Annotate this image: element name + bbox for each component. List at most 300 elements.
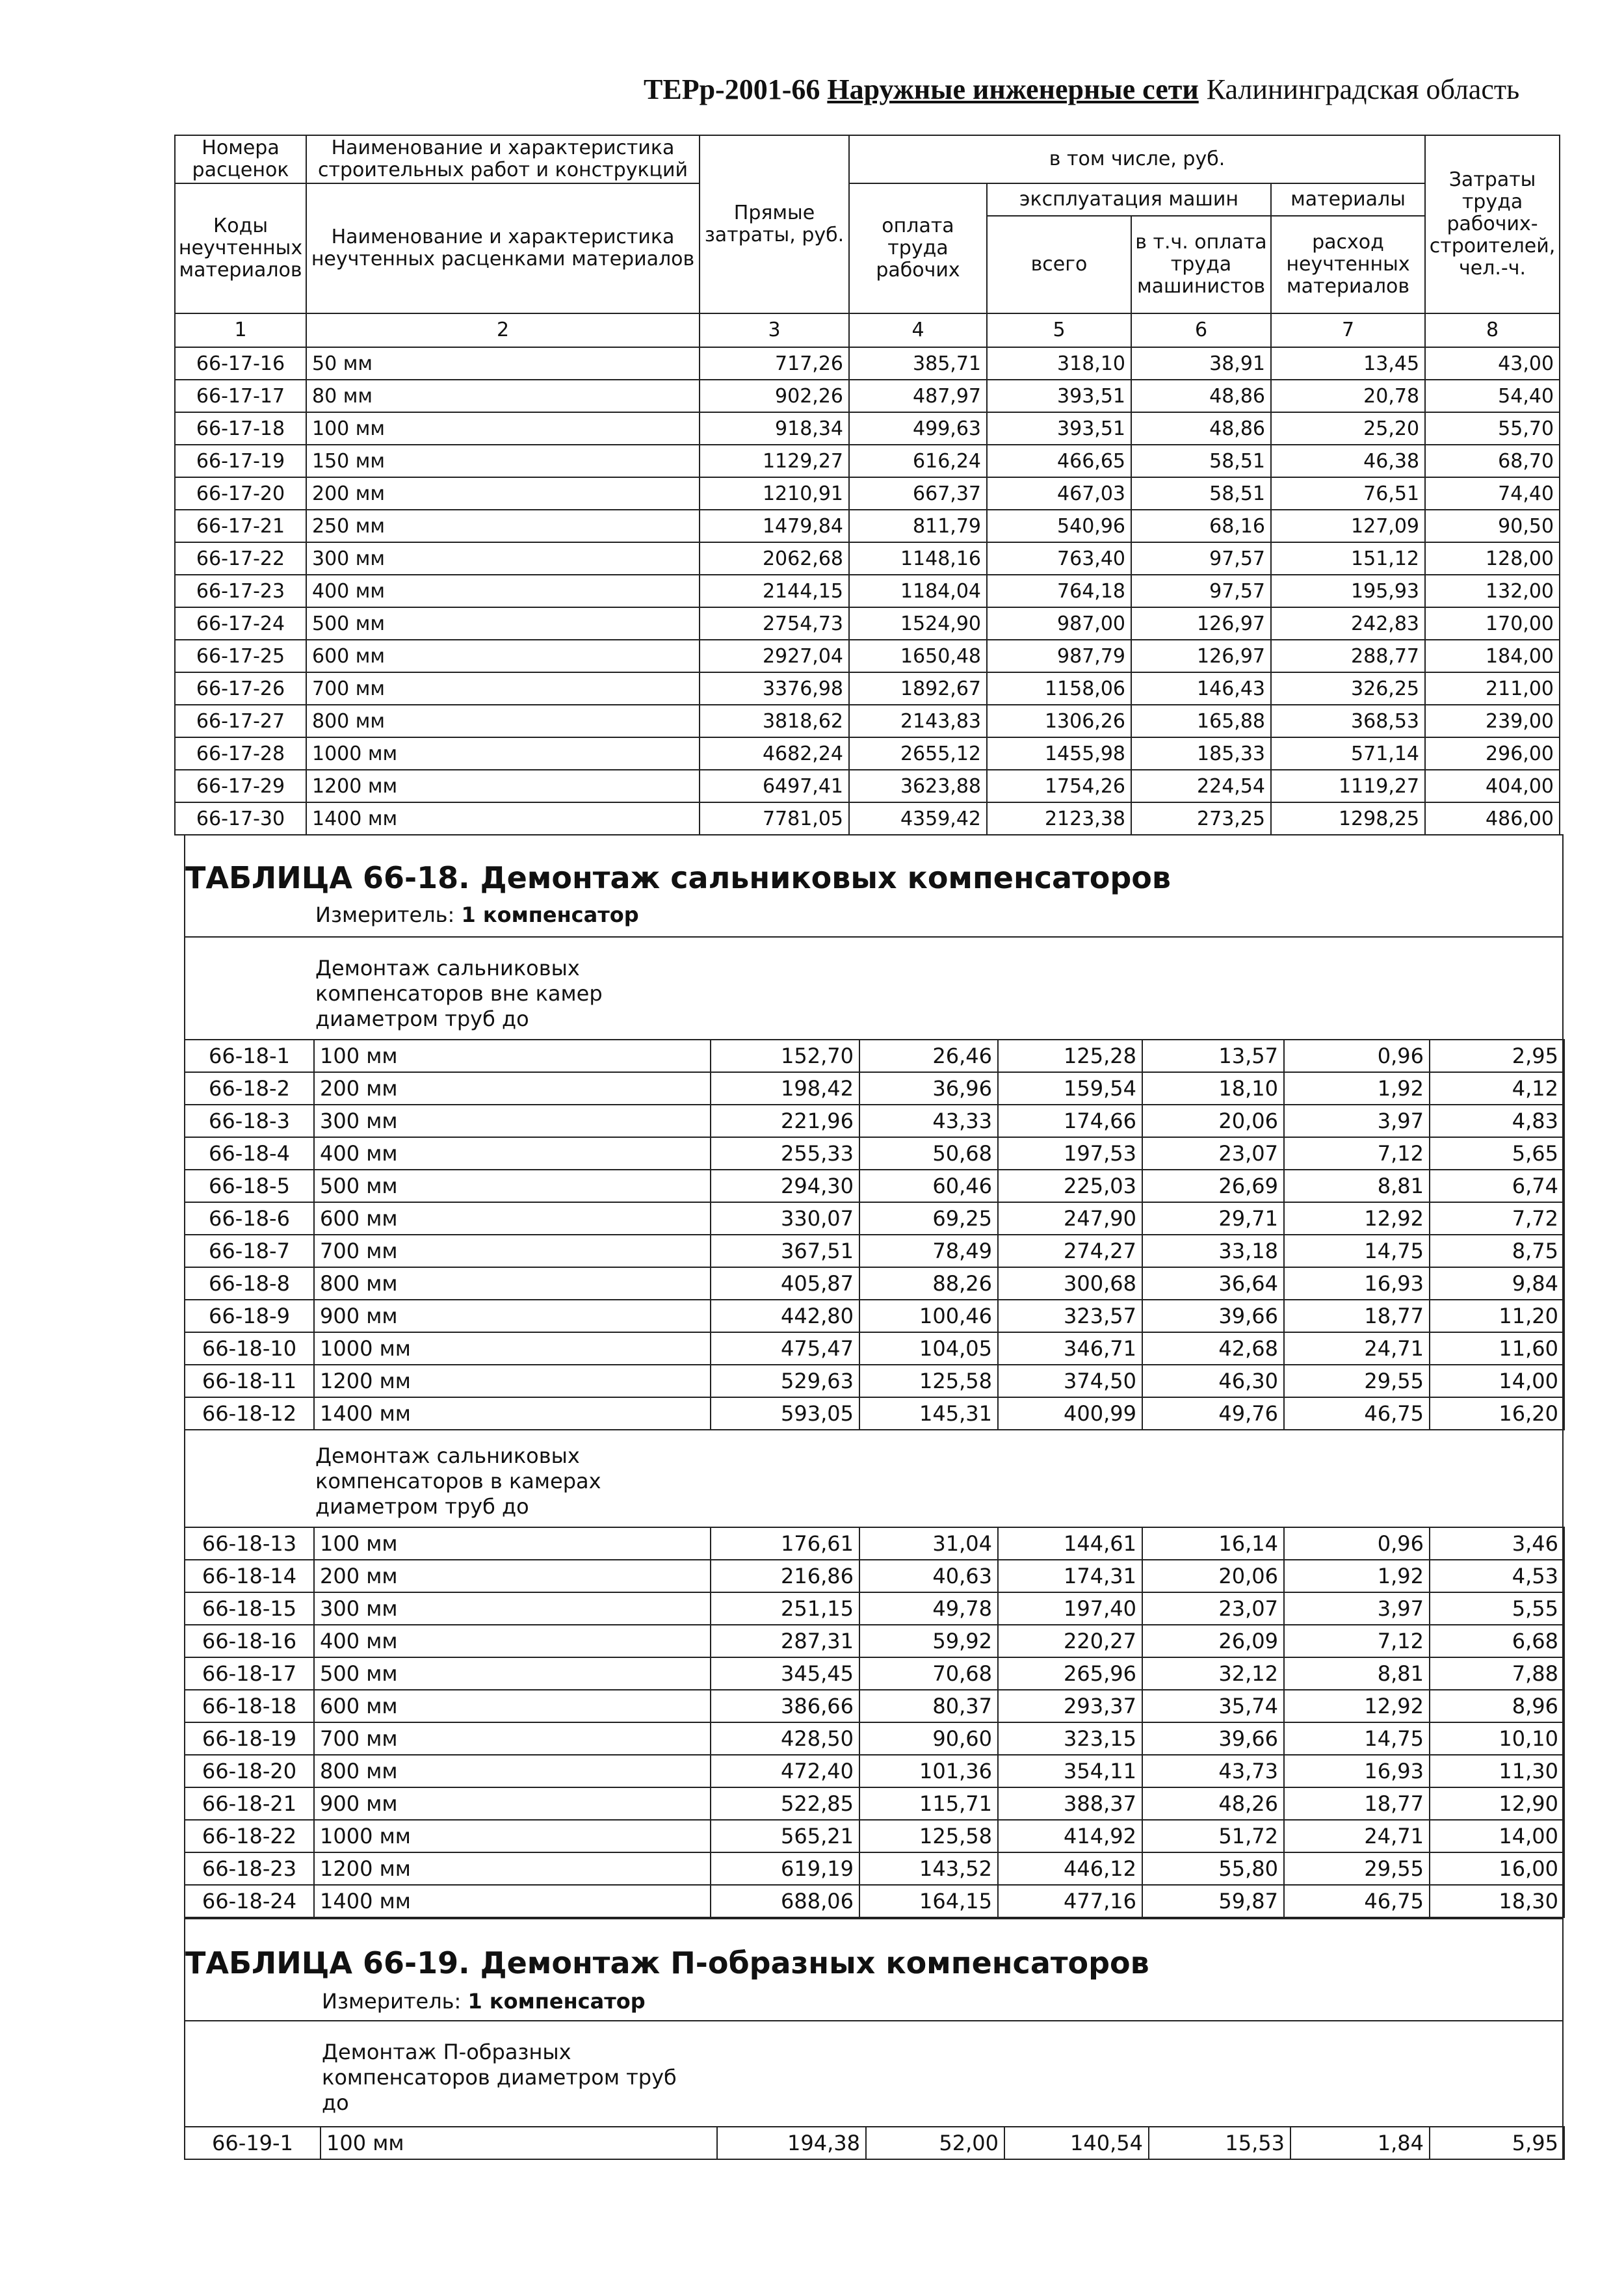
rate-name: 900 мм — [314, 1787, 711, 1820]
rate-name: 1200 мм — [314, 1365, 711, 1397]
rate-value: 4682,24 — [700, 737, 849, 770]
rate-value: 36,96 — [859, 1072, 998, 1105]
rate-value: 6,68 — [1430, 1625, 1564, 1657]
rate-value: 216,86 — [711, 1560, 859, 1592]
rate-code: 66-18-24 — [185, 1885, 314, 1917]
rate-value: 247,90 — [998, 1202, 1142, 1235]
rate-value: 388,37 — [998, 1787, 1142, 1820]
rate-value: 571,14 — [1271, 737, 1425, 770]
rate-value: 0,96 — [1284, 1527, 1430, 1560]
rate-value: 8,81 — [1284, 1170, 1430, 1202]
rate-code: 66-18-20 — [185, 1755, 314, 1787]
rate-name: 700 мм — [314, 1235, 711, 1267]
rate-code: 66-17-27 — [175, 705, 306, 737]
rate-value: 126,97 — [1131, 640, 1271, 672]
rate-value: 35,74 — [1142, 1690, 1284, 1722]
rate-value: 18,30 — [1430, 1885, 1564, 1917]
column-number: 8 — [1425, 313, 1560, 347]
rate-value: 294,30 — [711, 1170, 859, 1202]
rate-name: 900 мм — [314, 1300, 711, 1332]
rate-name: 250 мм — [306, 510, 700, 542]
measure-value: 1 компенсатор — [461, 902, 639, 927]
table-66-19-title: ТАБЛИЦА 66-19. Демонтаж П-образных компенсаторов — [185, 1945, 1149, 1980]
rate-value: 170,00 — [1425, 607, 1560, 640]
rate-value: 2144,15 — [700, 575, 849, 607]
rate-value: 1455,98 — [987, 737, 1131, 770]
rate-value: 42,68 — [1142, 1332, 1284, 1365]
rate-value: 52,00 — [866, 2127, 1004, 2159]
table-row — [185, 1787, 1564, 1820]
rate-value: 346,71 — [998, 1332, 1142, 1365]
rate-value: 194,38 — [717, 2127, 866, 2159]
rate-code: 66-18-18 — [185, 1690, 314, 1722]
header-including: в том числе, руб. — [849, 135, 1425, 183]
rate-value: 1892,67 — [849, 672, 987, 705]
rate-value: 667,37 — [849, 477, 987, 510]
rate-value: 20,06 — [1142, 1105, 1284, 1137]
table-row — [185, 1072, 1564, 1105]
rate-value: 26,09 — [1142, 1625, 1284, 1657]
table-row — [175, 640, 1560, 672]
rate-code: 66-18-21 — [185, 1787, 314, 1820]
rate-value: 185,33 — [1131, 737, 1271, 770]
rate-code: 66-17-18 — [175, 412, 306, 445]
table-row — [175, 737, 1560, 770]
rate-value: 616,24 — [849, 445, 987, 477]
rate-value: 717,26 — [700, 347, 849, 380]
rate-value: 159,54 — [998, 1072, 1142, 1105]
rate-value: 2,95 — [1430, 1040, 1564, 1072]
rate-value: 477,16 — [998, 1885, 1142, 1917]
rate-value: 151,12 — [1271, 542, 1425, 575]
rate-value: 16,93 — [1284, 1755, 1430, 1787]
rate-name: 800 мм — [306, 705, 700, 737]
rate-value: 125,58 — [859, 1820, 998, 1852]
rate-code: 66-17-28 — [175, 737, 306, 770]
rate-value: 125,58 — [859, 1365, 998, 1397]
rate-value: 43,33 — [859, 1105, 998, 1137]
table-row — [175, 672, 1560, 705]
rate-value: 46,75 — [1284, 1397, 1430, 1430]
rate-value: 1298,25 — [1271, 802, 1425, 835]
rate-value: 3,97 — [1284, 1592, 1430, 1625]
rate-value: 4,12 — [1430, 1072, 1564, 1105]
rate-value: 36,64 — [1142, 1267, 1284, 1300]
rate-value: 58,51 — [1131, 445, 1271, 477]
rate-code: 66-17-30 — [175, 802, 306, 835]
rate-value: 4,83 — [1430, 1105, 1564, 1137]
rate-code: 66-17-21 — [175, 510, 306, 542]
rate-value: 184,00 — [1425, 640, 1560, 672]
rate-code: 66-18-10 — [185, 1332, 314, 1365]
table-66-18-part-2 — [184, 1527, 1565, 1918]
rate-value: 16,00 — [1430, 1852, 1564, 1885]
table-row — [185, 2127, 1564, 2159]
rate-value: 145,31 — [859, 1397, 998, 1430]
rate-value: 1129,27 — [700, 445, 849, 477]
rate-code: 66-17-26 — [175, 672, 306, 705]
rate-value: 3376,98 — [700, 672, 849, 705]
rate-value: 466,65 — [987, 445, 1131, 477]
measure-label: Измеритель: — [322, 1989, 462, 2014]
rate-code: 66-18-4 — [185, 1137, 314, 1170]
rate-value: 29,55 — [1284, 1365, 1430, 1397]
rate-value: 5,55 — [1430, 1592, 1564, 1625]
rate-value: 467,03 — [987, 477, 1131, 510]
rate-name: 1200 мм — [314, 1852, 711, 1885]
header-material-names: Наименование и характеристика неучтенных расценками материалов — [306, 183, 700, 313]
rate-value: 2143,83 — [849, 705, 987, 737]
rate-value: 101,36 — [859, 1755, 998, 1787]
rate-value: 1,92 — [1284, 1560, 1430, 1592]
table-row — [185, 1690, 1564, 1722]
rate-value: 80,37 — [859, 1690, 998, 1722]
rate-value: 55,70 — [1425, 412, 1560, 445]
rate-value: 46,30 — [1142, 1365, 1284, 1397]
table-row — [175, 412, 1560, 445]
rate-value: 59,92 — [859, 1625, 998, 1657]
rate-value: 125,28 — [998, 1040, 1142, 1072]
rate-value: 987,00 — [987, 607, 1131, 640]
rate-name: 500 мм — [314, 1170, 711, 1202]
rate-value: 58,51 — [1131, 477, 1271, 510]
column-number: 6 — [1131, 313, 1271, 347]
rate-value: 16,93 — [1284, 1267, 1430, 1300]
rate-value: 90,60 — [859, 1722, 998, 1755]
rate-value: 97,57 — [1131, 575, 1271, 607]
rate-value: 26,69 — [1142, 1170, 1284, 1202]
table-body — [185, 1527, 1564, 1917]
rate-value: 239,00 — [1425, 705, 1560, 737]
rate-value: 265,96 — [998, 1657, 1142, 1690]
rate-value: 1184,04 — [849, 575, 987, 607]
rate-value: 688,06 — [711, 1885, 859, 1917]
rate-name: 800 мм — [314, 1267, 711, 1300]
rate-value: 499,63 — [849, 412, 987, 445]
rate-value: 146,43 — [1131, 672, 1271, 705]
rate-value: 100,46 — [859, 1300, 998, 1332]
rate-value: 287,31 — [711, 1625, 859, 1657]
rate-value: 49,78 — [859, 1592, 998, 1625]
column-number: 3 — [700, 313, 849, 347]
rate-value: 1479,84 — [700, 510, 849, 542]
table-66-17 — [174, 135, 1560, 835]
rate-value: 12,90 — [1430, 1787, 1564, 1820]
rate-name: 600 мм — [314, 1202, 711, 1235]
rate-code: 66-18-5 — [185, 1170, 314, 1202]
rate-value: 49,76 — [1142, 1397, 1284, 1430]
rate-value: 7,12 — [1284, 1625, 1430, 1657]
table-row — [185, 1397, 1564, 1430]
header-machines: эксплуатация машин — [987, 183, 1271, 216]
rate-value: 619,19 — [711, 1852, 859, 1885]
table-row — [175, 347, 1560, 380]
group-title: Демонтаж сальниковых компенсаторов в камерах диаметром труб до — [315, 1443, 601, 1519]
rate-value: 2754,73 — [700, 607, 849, 640]
rate-value: 39,66 — [1142, 1722, 1284, 1755]
rate-value: 6,74 — [1430, 1170, 1564, 1202]
rate-value: 3,97 — [1284, 1105, 1430, 1137]
rate-value: 7,12 — [1284, 1137, 1430, 1170]
group-title: Демонтаж П-образных компенсаторов диаметром труб до — [322, 2040, 677, 2115]
rate-value: 211,00 — [1425, 672, 1560, 705]
rate-value: 475,47 — [711, 1332, 859, 1365]
table-row — [185, 1332, 1564, 1365]
rate-value: 293,37 — [998, 1690, 1142, 1722]
table-row — [185, 1852, 1564, 1885]
rate-value: 46,75 — [1284, 1885, 1430, 1917]
table-row — [185, 1625, 1564, 1657]
rate-value: 78,49 — [859, 1235, 998, 1267]
rate-value: 2123,38 — [987, 802, 1131, 835]
rate-value: 374,50 — [998, 1365, 1142, 1397]
rate-value: 48,26 — [1142, 1787, 1284, 1820]
rate-value: 400,99 — [998, 1397, 1142, 1430]
rate-value: 224,54 — [1131, 770, 1271, 802]
rate-value: 70,68 — [859, 1657, 998, 1690]
rate-value: 326,25 — [1271, 672, 1425, 705]
rate-value: 11,60 — [1430, 1332, 1564, 1365]
rate-value: 11,20 — [1430, 1300, 1564, 1332]
rate-value: 9,84 — [1430, 1267, 1564, 1300]
table-row — [185, 1105, 1564, 1137]
rate-code: 66-17-24 — [175, 607, 306, 640]
column-number: 4 — [849, 313, 987, 347]
rate-value: 811,79 — [849, 510, 987, 542]
rate-value: 354,11 — [998, 1755, 1142, 1787]
rate-name: 150 мм — [306, 445, 700, 477]
rate-value: 2655,12 — [849, 737, 987, 770]
rate-name: 1000 мм — [306, 737, 700, 770]
rate-value: 3,46 — [1430, 1527, 1564, 1560]
rate-value: 565,21 — [711, 1820, 859, 1852]
rate-value: 2062,68 — [700, 542, 849, 575]
rate-code: 66-17-17 — [175, 380, 306, 412]
rate-value: 323,57 — [998, 1300, 1142, 1332]
rate-value: 14,75 — [1284, 1235, 1430, 1267]
rate-code: 66-18-8 — [185, 1267, 314, 1300]
rate-value: 1,84 — [1290, 2127, 1430, 2159]
table-row — [185, 1722, 1564, 1755]
rate-name: 100 мм — [314, 1040, 711, 1072]
table-row — [185, 1755, 1564, 1787]
rate-code: 66-18-1 — [185, 1040, 314, 1072]
rate-value: 69,25 — [859, 1202, 998, 1235]
table-body — [185, 1040, 1564, 1430]
rate-value: 251,15 — [711, 1592, 859, 1625]
rate-value: 14,00 — [1430, 1365, 1564, 1397]
rate-name: 1200 мм — [306, 770, 700, 802]
rate-value: 12,92 — [1284, 1202, 1430, 1235]
rate-name: 200 мм — [314, 1560, 711, 1592]
rate-value: 221,96 — [711, 1105, 859, 1137]
rate-name: 200 мм — [306, 477, 700, 510]
header-machines-total: всего — [987, 216, 1131, 313]
rate-value: 90,50 — [1425, 510, 1560, 542]
column-number: 2 — [306, 313, 700, 347]
rate-value: 38,91 — [1131, 347, 1271, 380]
rate-value: 393,51 — [987, 412, 1131, 445]
rate-value: 4359,42 — [849, 802, 987, 835]
rate-code: 66-18-11 — [185, 1365, 314, 1397]
rate-value: 127,09 — [1271, 510, 1425, 542]
table-row — [185, 1365, 1564, 1397]
rate-value: 220,27 — [998, 1625, 1142, 1657]
table-row — [185, 1137, 1564, 1170]
rate-value: 522,85 — [711, 1787, 859, 1820]
section-66-19 — [184, 1918, 1564, 2160]
header-rate-numbers: Номера расценок — [175, 135, 306, 183]
doc-region: Калининградская область — [1206, 73, 1520, 105]
rate-value: 143,52 — [859, 1852, 998, 1885]
rate-name: 500 мм — [314, 1657, 711, 1690]
rate-name: 600 мм — [306, 640, 700, 672]
rate-value: 13,57 — [1142, 1040, 1284, 1072]
rate-value: 50,68 — [859, 1137, 998, 1170]
rate-name: 1000 мм — [314, 1332, 711, 1365]
rate-name: 200 мм — [314, 1072, 711, 1105]
rate-value: 5,95 — [1430, 2127, 1564, 2159]
rate-value: 8,81 — [1284, 1657, 1430, 1690]
rate-value: 20,78 — [1271, 380, 1425, 412]
rate-value: 25,20 — [1271, 412, 1425, 445]
table-row — [175, 607, 1560, 640]
rate-value: 487,97 — [849, 380, 987, 412]
rate-code: 66-18-14 — [185, 1560, 314, 1592]
rate-value: 54,40 — [1425, 380, 1560, 412]
rate-value: 3623,88 — [849, 770, 987, 802]
table-row — [175, 575, 1560, 607]
rate-name: 1400 мм — [314, 1885, 711, 1917]
rate-name: 600 мм — [314, 1690, 711, 1722]
rate-value: 2927,04 — [700, 640, 849, 672]
rate-value: 1650,48 — [849, 640, 987, 672]
rate-name: 700 мм — [306, 672, 700, 705]
rate-value: 446,12 — [998, 1852, 1142, 1885]
rate-code: 66-18-6 — [185, 1202, 314, 1235]
rate-name: 300 мм — [314, 1592, 711, 1625]
rate-value: 11,30 — [1430, 1755, 1564, 1787]
rate-value: 29,71 — [1142, 1202, 1284, 1235]
rate-value: 55,80 — [1142, 1852, 1284, 1885]
rate-code: 66-18-9 — [185, 1300, 314, 1332]
rate-name: 100 мм — [321, 2127, 717, 2159]
rate-value: 33,18 — [1142, 1235, 1284, 1267]
rate-value: 242,83 — [1271, 607, 1425, 640]
rate-value: 40,63 — [859, 1560, 998, 1592]
rate-value: 15,53 — [1149, 2127, 1290, 2159]
rate-value: 13,45 — [1271, 347, 1425, 380]
rate-code: 66-18-12 — [185, 1397, 314, 1430]
rate-value: 176,61 — [711, 1527, 859, 1560]
rate-name: 80 мм — [306, 380, 700, 412]
rate-value: 7,88 — [1430, 1657, 1564, 1690]
rate-code: 66-17-25 — [175, 640, 306, 672]
rate-name: 300 мм — [314, 1105, 711, 1137]
rate-value: 43,73 — [1142, 1755, 1284, 1787]
rate-value: 255,33 — [711, 1137, 859, 1170]
header-material-codes: Коды неучтенных материалов — [175, 183, 306, 313]
table-body — [175, 347, 1560, 835]
rate-value: 593,05 — [711, 1397, 859, 1430]
rate-value: 323,15 — [998, 1722, 1142, 1755]
table-row — [175, 705, 1560, 737]
rate-value: 764,18 — [987, 575, 1131, 607]
rate-code: 66-17-22 — [175, 542, 306, 575]
rate-value: 24,71 — [1284, 1332, 1430, 1365]
rate-value: 164,15 — [859, 1885, 998, 1917]
rate-code: 66-17-20 — [175, 477, 306, 510]
rate-value: 288,77 — [1271, 640, 1425, 672]
rate-value: 393,51 — [987, 380, 1131, 412]
rate-code: 66-17-29 — [175, 770, 306, 802]
rate-value: 404,00 — [1425, 770, 1560, 802]
rate-value: 6497,41 — [700, 770, 849, 802]
rate-value: 60,46 — [859, 1170, 998, 1202]
rate-value: 32,12 — [1142, 1657, 1284, 1690]
rate-value: 486,00 — [1425, 802, 1560, 835]
rate-value: 7781,05 — [700, 802, 849, 835]
table-row — [185, 1300, 1564, 1332]
rate-value: 296,00 — [1425, 737, 1560, 770]
rate-name: 100 мм — [306, 412, 700, 445]
rate-value: 1,92 — [1284, 1072, 1430, 1105]
rate-value: 23,07 — [1142, 1137, 1284, 1170]
rate-value: 0,96 — [1284, 1040, 1430, 1072]
rate-value: 405,87 — [711, 1267, 859, 1300]
rate-name: 1400 мм — [314, 1397, 711, 1430]
table-row — [185, 1202, 1564, 1235]
rate-value: 3818,62 — [700, 705, 849, 737]
rate-value: 97,57 — [1131, 542, 1271, 575]
rate-code: 66-18-15 — [185, 1592, 314, 1625]
rate-value: 68,16 — [1131, 510, 1271, 542]
rate-value: 165,88 — [1131, 705, 1271, 737]
rate-value: 51,72 — [1142, 1820, 1284, 1852]
rate-value: 128,00 — [1425, 542, 1560, 575]
rate-name: 100 мм — [314, 1527, 711, 1560]
rate-value: 1306,26 — [987, 705, 1131, 737]
table-66-18-part-1 — [184, 1039, 1565, 1430]
rate-value: 529,63 — [711, 1365, 859, 1397]
doc-code: ТЕРр-2001-66 — [644, 73, 820, 105]
rate-value: 24,71 — [1284, 1820, 1430, 1852]
header-labor-costs: Затраты труда рабочих-строителей, чел.-ч. — [1425, 135, 1560, 313]
rate-value: 46,38 — [1271, 445, 1425, 477]
rate-value: 16,14 — [1142, 1527, 1284, 1560]
table-body — [185, 2127, 1564, 2159]
rate-value: 987,79 — [987, 640, 1131, 672]
rate-code: 66-17-16 — [175, 347, 306, 380]
column-number: 5 — [987, 313, 1131, 347]
table-row — [175, 477, 1560, 510]
rate-value: 20,06 — [1142, 1560, 1284, 1592]
header-direct-costs: Прямые затраты, руб. — [700, 135, 849, 313]
rate-code: 66-17-23 — [175, 575, 306, 607]
measure-value: 1 компенсатор — [467, 1989, 646, 2014]
rate-value: 902,26 — [700, 380, 849, 412]
header-machines-labor: в т.ч. оплата труда машинистов — [1131, 216, 1271, 313]
rate-code: 66-18-22 — [185, 1820, 314, 1852]
rate-value: 48,86 — [1131, 412, 1271, 445]
table-row — [185, 1820, 1564, 1852]
table-row — [175, 770, 1560, 802]
rate-value: 5,65 — [1430, 1137, 1564, 1170]
rate-value: 225,03 — [998, 1170, 1142, 1202]
rate-value: 414,92 — [998, 1820, 1142, 1852]
rate-name: 400 мм — [306, 575, 700, 607]
rate-value: 18,10 — [1142, 1072, 1284, 1105]
